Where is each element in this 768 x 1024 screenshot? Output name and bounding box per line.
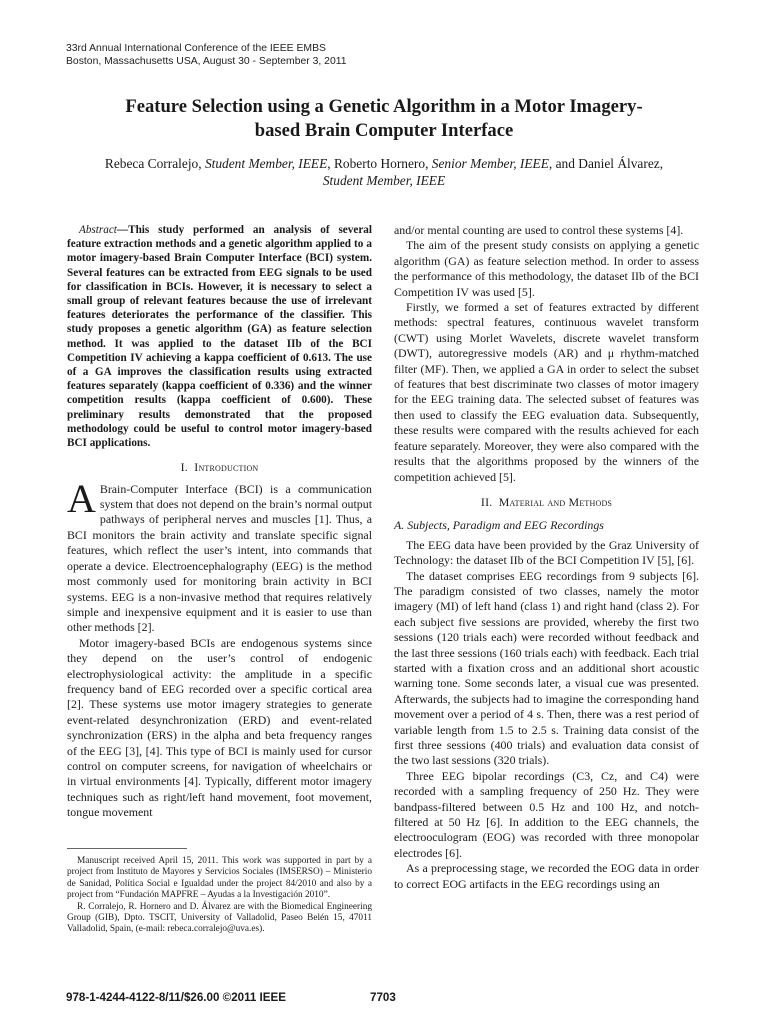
subsection-heading: A. Subjects, Paradigm and EEG Recordings (394, 518, 604, 533)
section-number: I. (180, 460, 188, 475)
data-source-paragraph: The EEG data have been provided by the Graz University of Technology: the dataset IIb of the BCI Competition IV [5], [6]. (394, 537, 699, 568)
author-1-name: Rebeca Corralejo, (104, 156, 205, 171)
methods-overview-paragraph: Firstly, we formed a set of features extracted by different methods: spectral features, continuous wavelet transform (CWT) using Morlet Wavelets, discrete wavelet transform (DWT), autoregressive models (AR) and μ rhythm-matched filter (MF). Then, we applied a GA in order to select the subset of features that best discriminate two classes of motor imagery for the EEG training data. The selected subset of features was then used to classify the EEG evaluation data. Subsequently, these results were compared with the results achieved for each feature separately. Moreover, they were also compared with the results that the algorithms proposed by the winners of the competition achieved [5]. (394, 300, 699, 484)
abstract (67, 223, 372, 450)
aim-paragraph: The aim of the present study consists on applying a genetic algorithm (GA) as feature selection method. In order to assess the performance of this methodology, the dataset IIb of the BCI Competition IV was used [5]. (394, 238, 699, 299)
preprocessing-paragraph: As a preprocessing stage, we recorded the EOG data in order to correct EOG artifacts in the EEG recordings using an (394, 861, 699, 891)
title-line-2: based Brain Computer Interface (254, 120, 514, 141)
footnote-affiliation: R. Corralejo, R. Hornero and D. Álvarez are with the Biomedical Engineering Group (GIB), Dpto. TSCIT, University of Valladolid, Paseo Belén 15, 47011 Valladolid, Spain, (e-mail: rebeca.corralejo@uva.es). (67, 901, 372, 935)
conference-location: Boston, Massachusetts USA, August 30 - September 3, 2011 (66, 56, 347, 67)
footnotes (67, 856, 372, 936)
author-3-name: , and Daniel Álvarez, (548, 156, 664, 171)
title-line-1: Feature Selection using a Genetic Algorithm in a Motor Imagery- (125, 96, 643, 117)
drop-cap: A (67, 475, 96, 521)
intro-paragraph-1 (67, 475, 372, 636)
continued-paragraph: and/or mental counting are used to control these systems [4]. (394, 223, 684, 237)
intro-paragraph-1-text: Brain-Computer Interface (BCI) is a communication system that does not depend on the brain’s normal output pathways of peripheral nerves and muscles [1]. Thus, a BCI monitors the brain activity and translate specific signal features, which reflect the user’s intent, into commands that operate a device. Electroencephalography (EEG) is the method most commonly used for monitoring brain activity in BCI systems. EEG is a non-invasive method that requires relatively simple and inexpensive equipment and it is easier to use than other methods [2]. (67, 481, 372, 635)
section-heading-material-methods (394, 495, 699, 510)
intro-paragraph-2: Motor imagery-based BCIs are endogenous systems since they depend on the user’s control of endogenic electrophysiological activity: the amplitude in a specific frequency band of EEG recorded over a specific cortical area [2]. These systems use motor imagery strategies to generate event-related desynchronization (ERD) and event-related synchronization (ERS) in the alpha and beta frequency ranges of the EEG [3], [4]. This type of BCI is mainly used for cursor control on computer screens, for navigation of wheelchairs or in virtual environments [4]. Typically, different motor imagery techniques such as right/left hand movement, foot movement, tongue movement (67, 635, 372, 820)
isbn-copyright: 978-1-4244-4122-8/11/$26.00 ©2011 IEEE (66, 991, 286, 1004)
section-title: Introduction (194, 460, 259, 475)
page-number: 7703 (370, 991, 396, 1004)
conference-name: 33rd Annual International Conference of the IEEE EMBS (66, 43, 326, 54)
abstract-lead: Abstract (79, 224, 117, 236)
section-title: Material and Methods (498, 494, 613, 509)
footnote-funding: Manuscript received April 15, 2011. This work was supported in part by a project from Instituto de Mayores y Servicios Sociales (IMSERSO) – Ministerio de Sanidad, Política Social e Igualdad under the project 84/2010 and also by a project from “Fundación MAPFRE – Ayudas a la Investigación 2010”. (67, 856, 372, 901)
paper-title (60, 95, 708, 143)
section-number: II. (480, 494, 493, 509)
author-3-role: Student Member, IEEE (322, 173, 446, 188)
author-2-role: Senior Member, IEEE (431, 156, 549, 171)
author-1-role: Student Member, IEEE (204, 156, 328, 171)
conference-header (66, 42, 347, 68)
dataset-paragraph: The dataset comprises EEG recordings from 9 subjects [6]. The paradigm consisted of two classes, namely the motor imagery (MI) of left hand (class 1) and right hand (class 2). For each subject five sessions are provided, whereby the first two sessions (120 trials each) were recorded without feedback and the last three sessions (160 trials each) with feedback. Each trial started with a fixation cross and an additional short acoustic warning tone. Some seconds later, a visual cue was presented. Afterwards, the subjects had to imagine the corresponding hand movement over a period of 4 s. Then, there was a rest period of variable length from 1.5 to 2.5 s. Training data consist of the first three sessions (400 trials) and evaluation data consist of the two last sessions (320 trials). (394, 568, 699, 768)
section-heading-introduction (67, 460, 372, 475)
author-list (90, 155, 678, 189)
left-column (67, 223, 372, 821)
footnote-divider (67, 848, 187, 849)
author-2-name: , Roberto Hornero, (327, 156, 432, 171)
abstract-text: —This study performed an analysis of several feature extraction methods and a genetic algorithm applied to a motor imagery-based Brain Computer Interface (BCI) system. Several features can be extracted from EEG signals to be used for classification in BCIs. However, it is necessary to select a small group of relevant features because the use of irrelevant features deteriorates the performance of the classifier. This study proposes a genetic algorithm (GA) as feature selection method. It was applied to the dataset IIb of the BCI Competition IV achieving a kappa coefficient of 0.613. The use of a GA improves the classification results using extracted features separately (kappa coefficient of 0.336) and the winner competition results (kappa coefficient of 0.600). These preliminary results demonstrated that the proposed methodology could be useful to control motor imagery-based BCI applications. (67, 224, 372, 450)
recordings-paragraph: Three EEG bipolar recordings (C3, Cz, and C4) were recorded with a sampling frequency of 250 Hz. They were bandpass-filtered between 0.5 Hz and 100 Hz, and notch-filtered at 50 Hz [6]. In addition to the EEG channels, the electrooculogram (EOG) was recorded with three monopolar electrodes [6]. (394, 768, 699, 860)
right-column (394, 223, 699, 892)
